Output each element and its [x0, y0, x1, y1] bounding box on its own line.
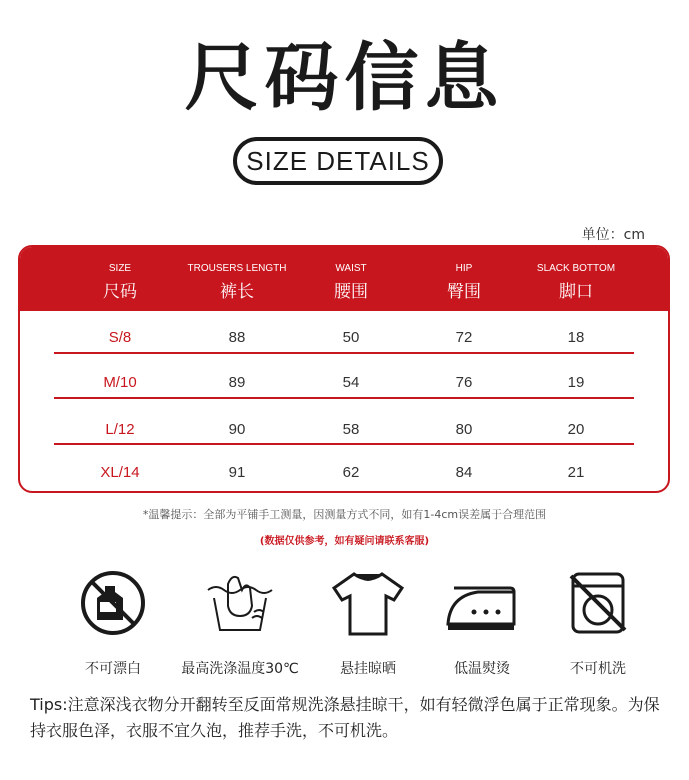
header-waist-en: WAIST: [335, 263, 367, 274]
cell-waist: 50: [342, 329, 360, 346]
care-label: 最高洗涤温度30℃: [181, 661, 299, 677]
cell-slack-bottom: 21: [567, 464, 585, 481]
header-waist-cn: 腰围: [334, 282, 368, 302]
care-label: 不可机洗: [570, 661, 626, 677]
header-size-en: SIZE: [108, 263, 132, 274]
hang-dry-icon: [328, 568, 408, 642]
cell-size: M/10: [103, 374, 137, 391]
header-hip-en: HIP: [455, 263, 473, 274]
reference-note: (数据仅供参考，如有疑问请联系客服): [259, 536, 430, 547]
care-tips: Tips:注意深浅衣物分开翻转至反面常规洗涤悬挂晾干，如有轻微浮色属于正常现象。为保持衣服色泽，衣服不宜久泡，推荐手洗，不可机洗。: [30, 695, 660, 740]
unit-label: 单位：cm: [581, 227, 645, 243]
header-length-cn: 裤长: [220, 282, 254, 302]
care-item-hang-dry: [308, 568, 428, 677]
cell-size: XL/14: [100, 464, 140, 481]
cell-waist: 62: [342, 464, 360, 481]
cell-hip: 80: [455, 421, 473, 438]
measurement-note: *温馨提示：全部为平铺手工测量，因测量方式不同，如有1-4cm误差属于合理范围: [142, 508, 547, 521]
wash-30-icon: [200, 568, 280, 638]
size-table-header: [20, 247, 668, 311]
care-label: 低温熨烫: [454, 661, 510, 677]
cell-hip: 72: [455, 329, 473, 346]
row-divider: [54, 443, 634, 445]
cell-length: 88: [228, 329, 246, 346]
cell-size: L/12: [105, 421, 135, 438]
cell-size: S/8: [108, 329, 132, 346]
header-hip-cn: 臀围: [447, 282, 481, 302]
care-item-no-machine-wash: [538, 568, 658, 677]
page-subtitle-badge: SIZE DETAILS: [233, 137, 443, 185]
cell-slack-bottom: 19: [567, 374, 585, 391]
care-item-iron-low: [422, 568, 542, 677]
page-title: 尺码信息: [184, 35, 505, 121]
cell-slack-bottom: 18: [567, 329, 585, 346]
header-size-cn: 尺码: [103, 282, 137, 302]
header-slack-bottom-en: SLACK BOTTOM: [536, 263, 616, 274]
cell-length: 89: [228, 374, 246, 391]
iron-low-icon: [442, 568, 522, 634]
table-row: [20, 407, 668, 452]
header-length-en: TROUSERS LENGTH: [187, 263, 287, 274]
no-machine-wash-icon: [563, 568, 633, 638]
care-item-no-bleach: [53, 568, 173, 677]
size-table: [18, 245, 670, 493]
cell-waist: 54: [342, 374, 360, 391]
cell-hip: 84: [455, 464, 473, 481]
cell-length: 91: [228, 464, 246, 481]
care-item-wash-30: [180, 568, 300, 677]
no-bleach-icon: [78, 568, 148, 638]
cell-slack-bottom: 20: [567, 421, 585, 438]
row-divider: [54, 352, 634, 354]
cell-length: 90: [228, 421, 246, 438]
table-row: [20, 450, 668, 493]
care-label: 悬挂晾晒: [340, 661, 396, 677]
header-slack-bottom-cn: 脚口: [559, 282, 593, 302]
cell-hip: 76: [455, 374, 473, 391]
cell-waist: 58: [342, 421, 360, 438]
row-divider: [54, 397, 634, 399]
care-label: 不可漂白: [85, 661, 141, 677]
